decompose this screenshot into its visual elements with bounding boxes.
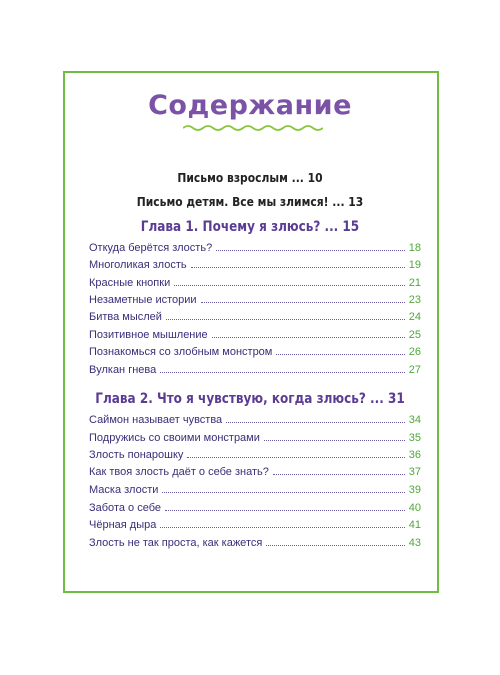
toc-entry-title: Подружись со своими монстрами [89, 432, 260, 444]
chapter-heading-1[interactable]: Глава 1. Почему я злюсь? ... 15 [140, 219, 360, 235]
dot-leader [226, 422, 405, 423]
dot-leader [201, 302, 405, 303]
toc-entry-title: Позитивное мышление [89, 329, 208, 341]
page-title: Содержание [148, 90, 352, 121]
dot-leader [276, 354, 404, 355]
title-wave-underline [183, 124, 323, 132]
toc-entry-page: 21 [408, 277, 421, 289]
toc-letter-adults[interactable]: Письмо взрослым ... 10 [177, 170, 323, 185]
toc-entry[interactable] [89, 259, 421, 275]
toc-entry[interactable] [89, 329, 421, 345]
toc-entry-title: Познакомься со злобным монстром [89, 346, 273, 358]
toc-entry-page: 37 [408, 466, 421, 478]
dot-leader [160, 372, 405, 373]
toc-entry-title: Злость понарошку [89, 449, 184, 461]
toc-entry-title: Злость не так проста, как кажется [89, 537, 263, 549]
toc-entry-title: Саймон называет чувства [89, 414, 223, 426]
toc-entry[interactable] [89, 414, 421, 430]
toc-entry[interactable] [89, 519, 421, 535]
toc-entry[interactable] [89, 466, 421, 482]
toc-entry[interactable] [89, 277, 421, 293]
toc-entry[interactable] [89, 484, 421, 500]
toc-entry-page: 24 [408, 311, 421, 323]
toc-entry-page: 43 [408, 537, 421, 549]
dot-leader [191, 267, 405, 268]
toc-entry-title: Битва мыслей [89, 311, 162, 323]
dot-leader [160, 527, 404, 528]
toc-entry[interactable] [89, 294, 421, 310]
toc-entry-title: Маска злости [89, 484, 159, 496]
dot-leader [212, 337, 405, 338]
toc-letter-children[interactable]: Письмо детям. Все мы злимся! ... 13 [136, 194, 364, 209]
toc-entry-page: 19 [408, 259, 421, 271]
dot-leader [165, 510, 405, 511]
toc-entry-title: Чёрная дыра [89, 519, 157, 531]
toc-entry[interactable] [89, 364, 421, 380]
toc-entry-title: Как твоя злость даёт о себе знать? [89, 466, 269, 478]
chapter-heading-2[interactable]: Глава 2. Что я чувствую, когда злюсь? ... 31 [95, 391, 405, 407]
toc-entry-page: 26 [408, 346, 421, 358]
toc-entry-page: 25 [408, 329, 421, 341]
toc-entry-title: Незаметные истории [89, 294, 197, 306]
toc-entry[interactable] [89, 449, 421, 465]
dot-leader [216, 250, 405, 251]
dot-leader [174, 285, 405, 286]
dot-leader [273, 474, 405, 475]
toc-entry[interactable] [89, 432, 421, 448]
toc-entry-page: 34 [408, 414, 421, 426]
toc-entry[interactable] [89, 346, 421, 362]
toc-entry-page: 27 [408, 364, 421, 376]
toc-entry-title: Вулкан гнева [89, 364, 157, 376]
toc-entry[interactable] [89, 311, 421, 327]
toc-entry-title: Многоликая злость [89, 259, 187, 271]
toc-entry[interactable] [89, 242, 421, 258]
toc-entry-page: 35 [408, 432, 421, 444]
toc-entry-title: Откуда берётся злость? [89, 242, 213, 254]
toc-entry-page: 40 [408, 502, 421, 514]
toc-entry-page: 41 [408, 519, 421, 531]
toc-entry[interactable] [89, 502, 421, 518]
toc-entry-title: Красные кнопки [89, 277, 171, 289]
toc-entry-page: 36 [408, 449, 421, 461]
toc-entry-page: 39 [408, 484, 421, 496]
dot-leader [266, 545, 404, 546]
dot-leader [162, 492, 404, 493]
dot-leader [166, 319, 405, 320]
toc-entry-page: 23 [408, 294, 421, 306]
dot-leader [187, 457, 404, 458]
toc-entry[interactable] [89, 537, 421, 553]
toc-entry-title: Забота о себе [89, 502, 161, 514]
toc-entry-page: 18 [408, 242, 421, 254]
dot-leader [264, 440, 405, 441]
